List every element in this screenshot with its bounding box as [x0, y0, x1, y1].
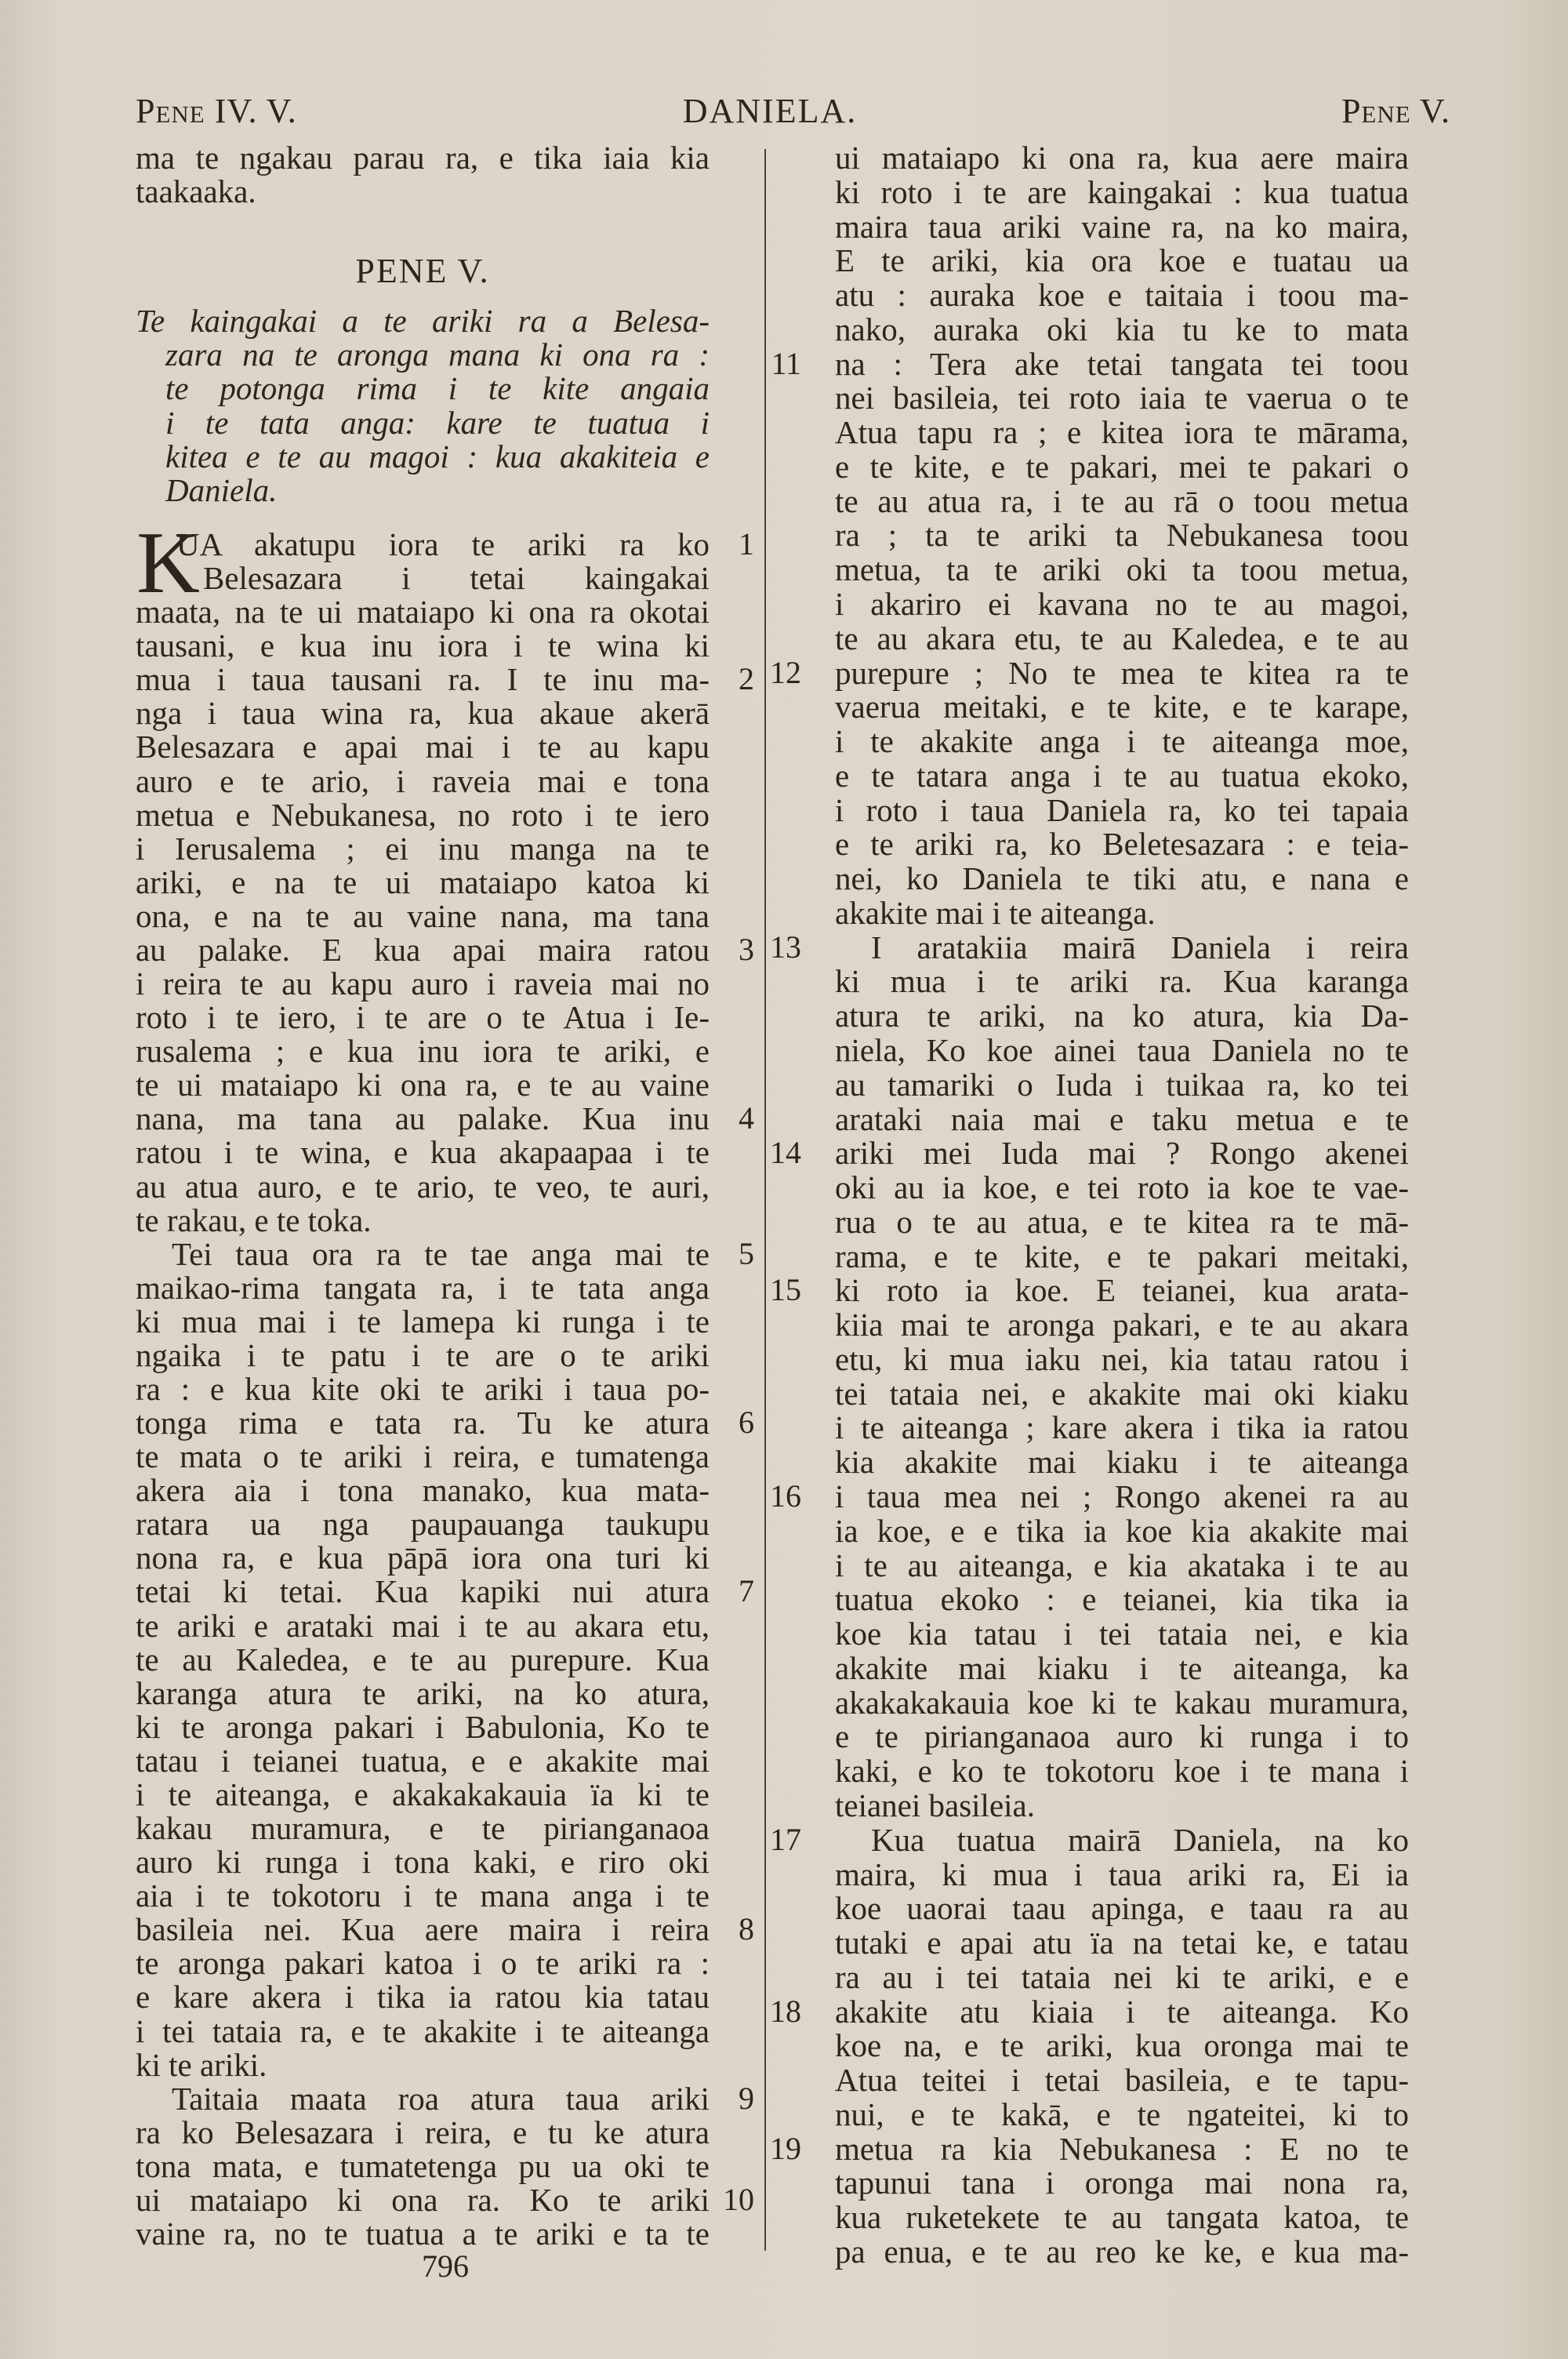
left-body-line: karanga atura te ariki, na ko atura,	[136, 1674, 710, 1711]
right-body-line: Atua tapu ra ; e kitea iora te mārama,	[835, 414, 1409, 451]
left-body-line: te rakau, e te toka.	[136, 1201, 372, 1238]
running-header-right: Pene V.	[1341, 92, 1450, 130]
chapter-heading: PENE V.	[355, 252, 490, 290]
left-body-line: metua e Nebukanesa, no roto i te iero	[136, 796, 710, 833]
left-body-line: ui mataiapo ki ona ra. Ko te ariki	[136, 2181, 710, 2218]
right-body-line: Atua teitei i tetai basileia, e te tapu-	[835, 2062, 1409, 2099]
left-body-line: kakau muramura, e te pirianganaoa	[136, 1810, 710, 1847]
summary-line: kitea e te au magoi : kua akakiteia e	[165, 438, 710, 474]
right-body-line: atu : auraka koe e taitaia i toou ma-	[835, 277, 1409, 314]
left-body-line: ki mua mai i te lamepa ki runga i te	[136, 1303, 710, 1339]
right-body-line: kia akakite mai kiaku i te aiteanga	[835, 1444, 1409, 1481]
right-body-line: kua ruketekete te au tangata katoa, te	[835, 2199, 1409, 2236]
verse-number: 10	[723, 2181, 754, 2217]
right-body-line: purepure ; No te mea te kitea ra te	[835, 654, 1409, 691]
left-body-line: e kare akera i tika ia ratou kia tatau	[136, 1979, 710, 2016]
right-body-line: kaki, e ko te tokotoru koe i te mana i	[835, 1753, 1409, 1790]
verse-number: 18	[770, 1993, 801, 2029]
left-body-line: nana, ma tana au palake. Kua inu	[136, 1100, 710, 1137]
verse-number: 5	[739, 1235, 754, 1271]
left-body-line: Belesazara i tetai kaingakai	[203, 560, 710, 597]
right-body-line: rua o te au atua, e te kitea ra te mā-	[835, 1203, 1409, 1240]
verse-number: 12	[770, 654, 801, 690]
right-body-line: ki mua i te ariki ra. Kua karanga	[835, 963, 1409, 1000]
left-body-line: ra : e kua kite oki te ariki i taua po-	[136, 1371, 710, 1407]
left-body-line: UA akatupu iora te ariki ra ko	[176, 526, 710, 562]
left-body-line: tona mata, e tumatetenga pu ua oki te	[136, 2147, 710, 2184]
left-body-line: te mata o te ariki i reira, e tumatenga	[136, 1438, 710, 1475]
right-body-line: koe na, e te ariki, kua oronga mai te	[835, 2027, 1409, 2064]
left-body-line: aia i te tokotoru i te mana anga i te	[136, 1877, 710, 1914]
summary-line: te potonga rima i te kite angaia	[165, 370, 710, 407]
right-body-line: tutaki e apai atu ïa na tetai ke, e tatau	[835, 1925, 1409, 1961]
left-body-line: maata, na te ui mataiapo ki ona ra okotai	[136, 594, 710, 631]
right-body-line: tapunui tana i oronga mai nona ra,	[835, 2165, 1409, 2201]
right-body-line: ra ; ta te ariki ta Nebukanesa toou	[835, 517, 1409, 554]
verse-number: 8	[739, 1911, 754, 1947]
verse-number: 13	[770, 929, 801, 965]
running-header-left: Pene IV. V.	[136, 92, 297, 130]
summary-line: i te tata anga: kare te tuatua i	[165, 404, 710, 441]
left-body-line: tatau i teianei tuatua, e e akakite mai	[136, 1742, 710, 1779]
right-body-line: ui mataiapo ki ona ra, kua aere maira	[835, 140, 1409, 176]
left-body-line: ona, e na te au vaine nana, ma tana	[136, 897, 710, 934]
left-body-line: tonga rima e tata ra. Tu ke atura	[136, 1405, 710, 1441]
verse-number: 4	[739, 1100, 754, 1136]
intro-line: ma te ngakau parau ra, e tika iaia kia	[136, 140, 710, 176]
right-body-line: koe uaorai taau apinga, e taau ra au	[835, 1890, 1409, 1927]
verse-number: 16	[770, 1478, 801, 1514]
left-body-line: ariki, e na te ui mataiapo katoa ki	[136, 863, 710, 900]
right-body-line: metua ra kia Nebukanesa : E no te	[835, 2130, 1409, 2167]
right-body-line: maira, ki mua i taua ariki ra, Ei ia	[835, 1856, 1409, 1892]
left-body-line: ratou i te wina, e kua akapaapaa i te	[136, 1134, 710, 1171]
right-body-line: i te au aiteanga, e kia akataka i te au	[835, 1547, 1409, 1583]
left-body-line: rusalema ; e kua inu iora te ariki, e	[136, 1033, 710, 1070]
left-body-line: Tei taua ora ra te tae anga mai te	[172, 1235, 710, 1272]
left-body-line: ki te aronga pakari i Babulonia, Ko te	[136, 1708, 710, 1745]
left-body-line: i tei tataia ra, e te akakite i te aiteanga	[136, 2012, 710, 2049]
left-body-line: ngaika i te patu i te are o te ariki	[136, 1336, 710, 1373]
right-body-line: ki roto ia koe. E teianei, kua arata-	[835, 1272, 1409, 1309]
running-header-book-title: DANIELA.	[682, 92, 858, 130]
right-body-line: e te kite, e te pakari, mei te pakari o	[835, 448, 1409, 485]
drop-cap: K	[136, 514, 200, 612]
right-body-line: niela, Ko koe ainei taua Daniela no te	[835, 1032, 1409, 1069]
right-body-line: te au atua ra, i te au rā o toou metua	[835, 482, 1409, 519]
left-body-line: ratara ua nga paupauanga taukupu	[136, 1506, 710, 1543]
left-body-line: vaine ra, no te tuatua a te ariki e ta te	[136, 2215, 710, 2252]
verse-number: 7	[739, 1573, 754, 1609]
left-body-line: basileia nei. Kua aere maira i reira	[136, 1911, 710, 1948]
right-body-line: koe kia tatau i tei tataia nei, e kia	[835, 1616, 1409, 1652]
right-body-line: oki au ia koe, e tei roto ia koe te vae-	[835, 1169, 1409, 1206]
right-body-line: akakite mai kiaku i te aiteanga, ka	[835, 1649, 1409, 1686]
summary-line: zara na te aronga mana ki ona ra :	[165, 336, 710, 373]
left-body-line: nona ra, e kua pāpā iora ona turi ki	[136, 1539, 710, 1576]
right-body-line: i taua mea nei ; Rongo akenei ra au	[835, 1478, 1409, 1515]
verse-number: 1	[739, 526, 754, 562]
right-body-line: vaerua meitaki, e te kite, e te karape,	[835, 689, 1409, 725]
summary-line: Daniela.	[165, 472, 278, 508]
right-body-line: atura te ariki, na ko atura, kia Da-	[835, 998, 1409, 1034]
right-body-line: e te ariki ra, ko Beletesazara : e teia-	[835, 826, 1409, 863]
left-body-line: ki te ariki.	[136, 2046, 267, 2083]
right-body-line: rama, e te kite, e te pakari meitaki,	[835, 1238, 1409, 1274]
right-body-line: metua, ta te ariki oki ta toou metua,	[835, 551, 1409, 588]
left-body-line: au atua auro, e te ario, te veo, te auri,	[136, 1168, 710, 1205]
right-body-line: na : Tera ake tetai tangata tei toou	[835, 345, 1409, 382]
right-body-line: nui, e te kakā, e te ngateitei, ki to	[835, 2095, 1409, 2132]
left-body-line: te ui mataiapo ki ona ra, e te au vaine	[136, 1067, 710, 1103]
left-body-line: te aronga pakari katoa i o te ariki ra :	[136, 1945, 710, 1982]
right-body-line: nei basileia, tei roto iaia te vaerua o te	[835, 380, 1409, 416]
verse-number: 17	[770, 1821, 801, 1857]
right-body-line: maira taua ariki vaine ra, na ko maira,	[835, 208, 1409, 245]
verse-number: 19	[770, 2130, 801, 2166]
right-body-line: pa enua, e te au reo ke ke, e kua ma-	[835, 2233, 1409, 2270]
left-body-line: Belesazara e apai mai i te au kapu	[136, 729, 710, 765]
verse-number: 6	[739, 1405, 754, 1441]
right-body-line: au tamariki o Iuda i tuikaa ra, ko tei	[835, 1066, 1409, 1103]
left-body-line: te ariki e arataki mai i te au akara etu,	[136, 1607, 710, 1644]
right-body-line: ariki mei Iuda mai ? Rongo akenei	[835, 1135, 1409, 1172]
right-body-line: E te ariki, kia ora koe e tuatau ua	[835, 242, 1409, 279]
right-body-line: nako, auraka oki kia tu ke to mata	[835, 311, 1409, 347]
right-body-line: akakite atu kiaia i te aiteanga. Ko	[835, 1993, 1409, 2030]
right-body-line: i te akakite anga i te aiteanga moe,	[835, 723, 1409, 760]
right-body-line: akakite mai i te aiteanga.	[835, 894, 1156, 931]
left-body-line: i te aiteanga, e akakakakauia ïa ki te	[136, 1776, 710, 1812]
right-body-line: e te tatara anga i te au tuatua ekoko,	[835, 757, 1409, 794]
right-body-line: etu, ki mua iaku nei, kia tatau ratou i	[835, 1340, 1409, 1377]
right-body-line: ia koe, e e tika ia koe kia akakite mai	[835, 1512, 1409, 1549]
right-body-line: e te pirianganaoa auro ki runga i to	[835, 1718, 1409, 1755]
right-body-line: teianei basileia.	[835, 1787, 1035, 1823]
left-body-line: i reira te au kapu auro i raveia mai no	[136, 965, 710, 1002]
right-body-line: tei tataia nei, e akakite mai oki kiaku	[835, 1375, 1409, 1412]
left-body-line: mua i taua tausani ra. I te inu ma-	[136, 661, 710, 698]
right-body-line: Kua tuatua mairā Daniela, na ko	[871, 1821, 1409, 1858]
verse-number: 3	[739, 931, 754, 967]
right-body-line: kiia mai te aronga pakari, e te au akara	[835, 1307, 1409, 1343]
left-body-line: roto i te iero, i te are o te Atua i Ie-	[136, 999, 710, 1036]
verse-number: 9	[739, 2080, 754, 2116]
right-body-line: nei, ko Daniela te tiki atu, e nana e	[835, 860, 1409, 897]
column-divider	[764, 149, 766, 2251]
right-body-line: tuatua ekoko : e teianei, kia tika ia	[835, 1581, 1409, 1618]
right-body-line: arataki naia mai e taku metua e te	[835, 1100, 1409, 1137]
left-body-line: tetai ki tetai. Kua kapiki nui atura	[136, 1573, 710, 1610]
left-body-line: ra ko Belesazara i reira, e tu ke atura	[136, 2114, 710, 2150]
left-body-line: maikao-rima tangata ra, i te tata anga	[136, 1269, 710, 1306]
left-body-line: auro ki runga i tona kaki, e riro oki	[136, 1844, 710, 1881]
right-body-line: i roto i taua Daniela ra, ko tei tapaia	[835, 791, 1409, 828]
left-body-line: te au Kaledea, e te au purepure. Kua	[136, 1641, 710, 1677]
summary-line: Te kaingakai a te ariki ra a Belesa-	[136, 303, 710, 339]
intro-line: taakaaka.	[136, 173, 256, 209]
right-body-line: te au akara etu, te au Kaledea, e te au	[835, 620, 1409, 656]
left-body-line: akera aia i tona manako, kua mata-	[136, 1472, 710, 1509]
verse-number: 14	[770, 1135, 801, 1171]
left-body-line: au palake. E kua apai maira ratou	[136, 931, 710, 968]
right-body-line: ra au i tei tataia nei ki te ariki, e e	[835, 1958, 1409, 1995]
left-body-line: auro e te ario, i raveia mai e tona	[136, 762, 710, 799]
left-body-line: nga i taua wina ra, kua akaue akerā	[136, 695, 710, 732]
verse-number: 11	[771, 345, 801, 381]
right-body-line: akakakakauia koe ki te kakau muramura,	[835, 1684, 1409, 1721]
right-body-line: i akariro ei kavana no te au magoi,	[835, 586, 1409, 622]
right-body-line: i te aiteanga ; kare akera i tika ia ratou	[835, 1409, 1409, 1446]
page-number: 796	[422, 2248, 469, 2284]
verse-number: 2	[739, 661, 754, 697]
right-body-line: I aratakiia mairā Daniela i reira	[871, 929, 1409, 965]
right-body-line: ki roto i te are kaingakai : kua tuatua	[835, 173, 1409, 210]
left-body-line: Taitaia maata roa atura taua ariki	[172, 2080, 710, 2117]
left-body-line: i Ierusalema ; ei inu manga na te	[136, 830, 710, 867]
left-body-line: tausani, e kua inu iora i te wina ki	[136, 627, 710, 664]
verse-number: 15	[770, 1272, 801, 1308]
